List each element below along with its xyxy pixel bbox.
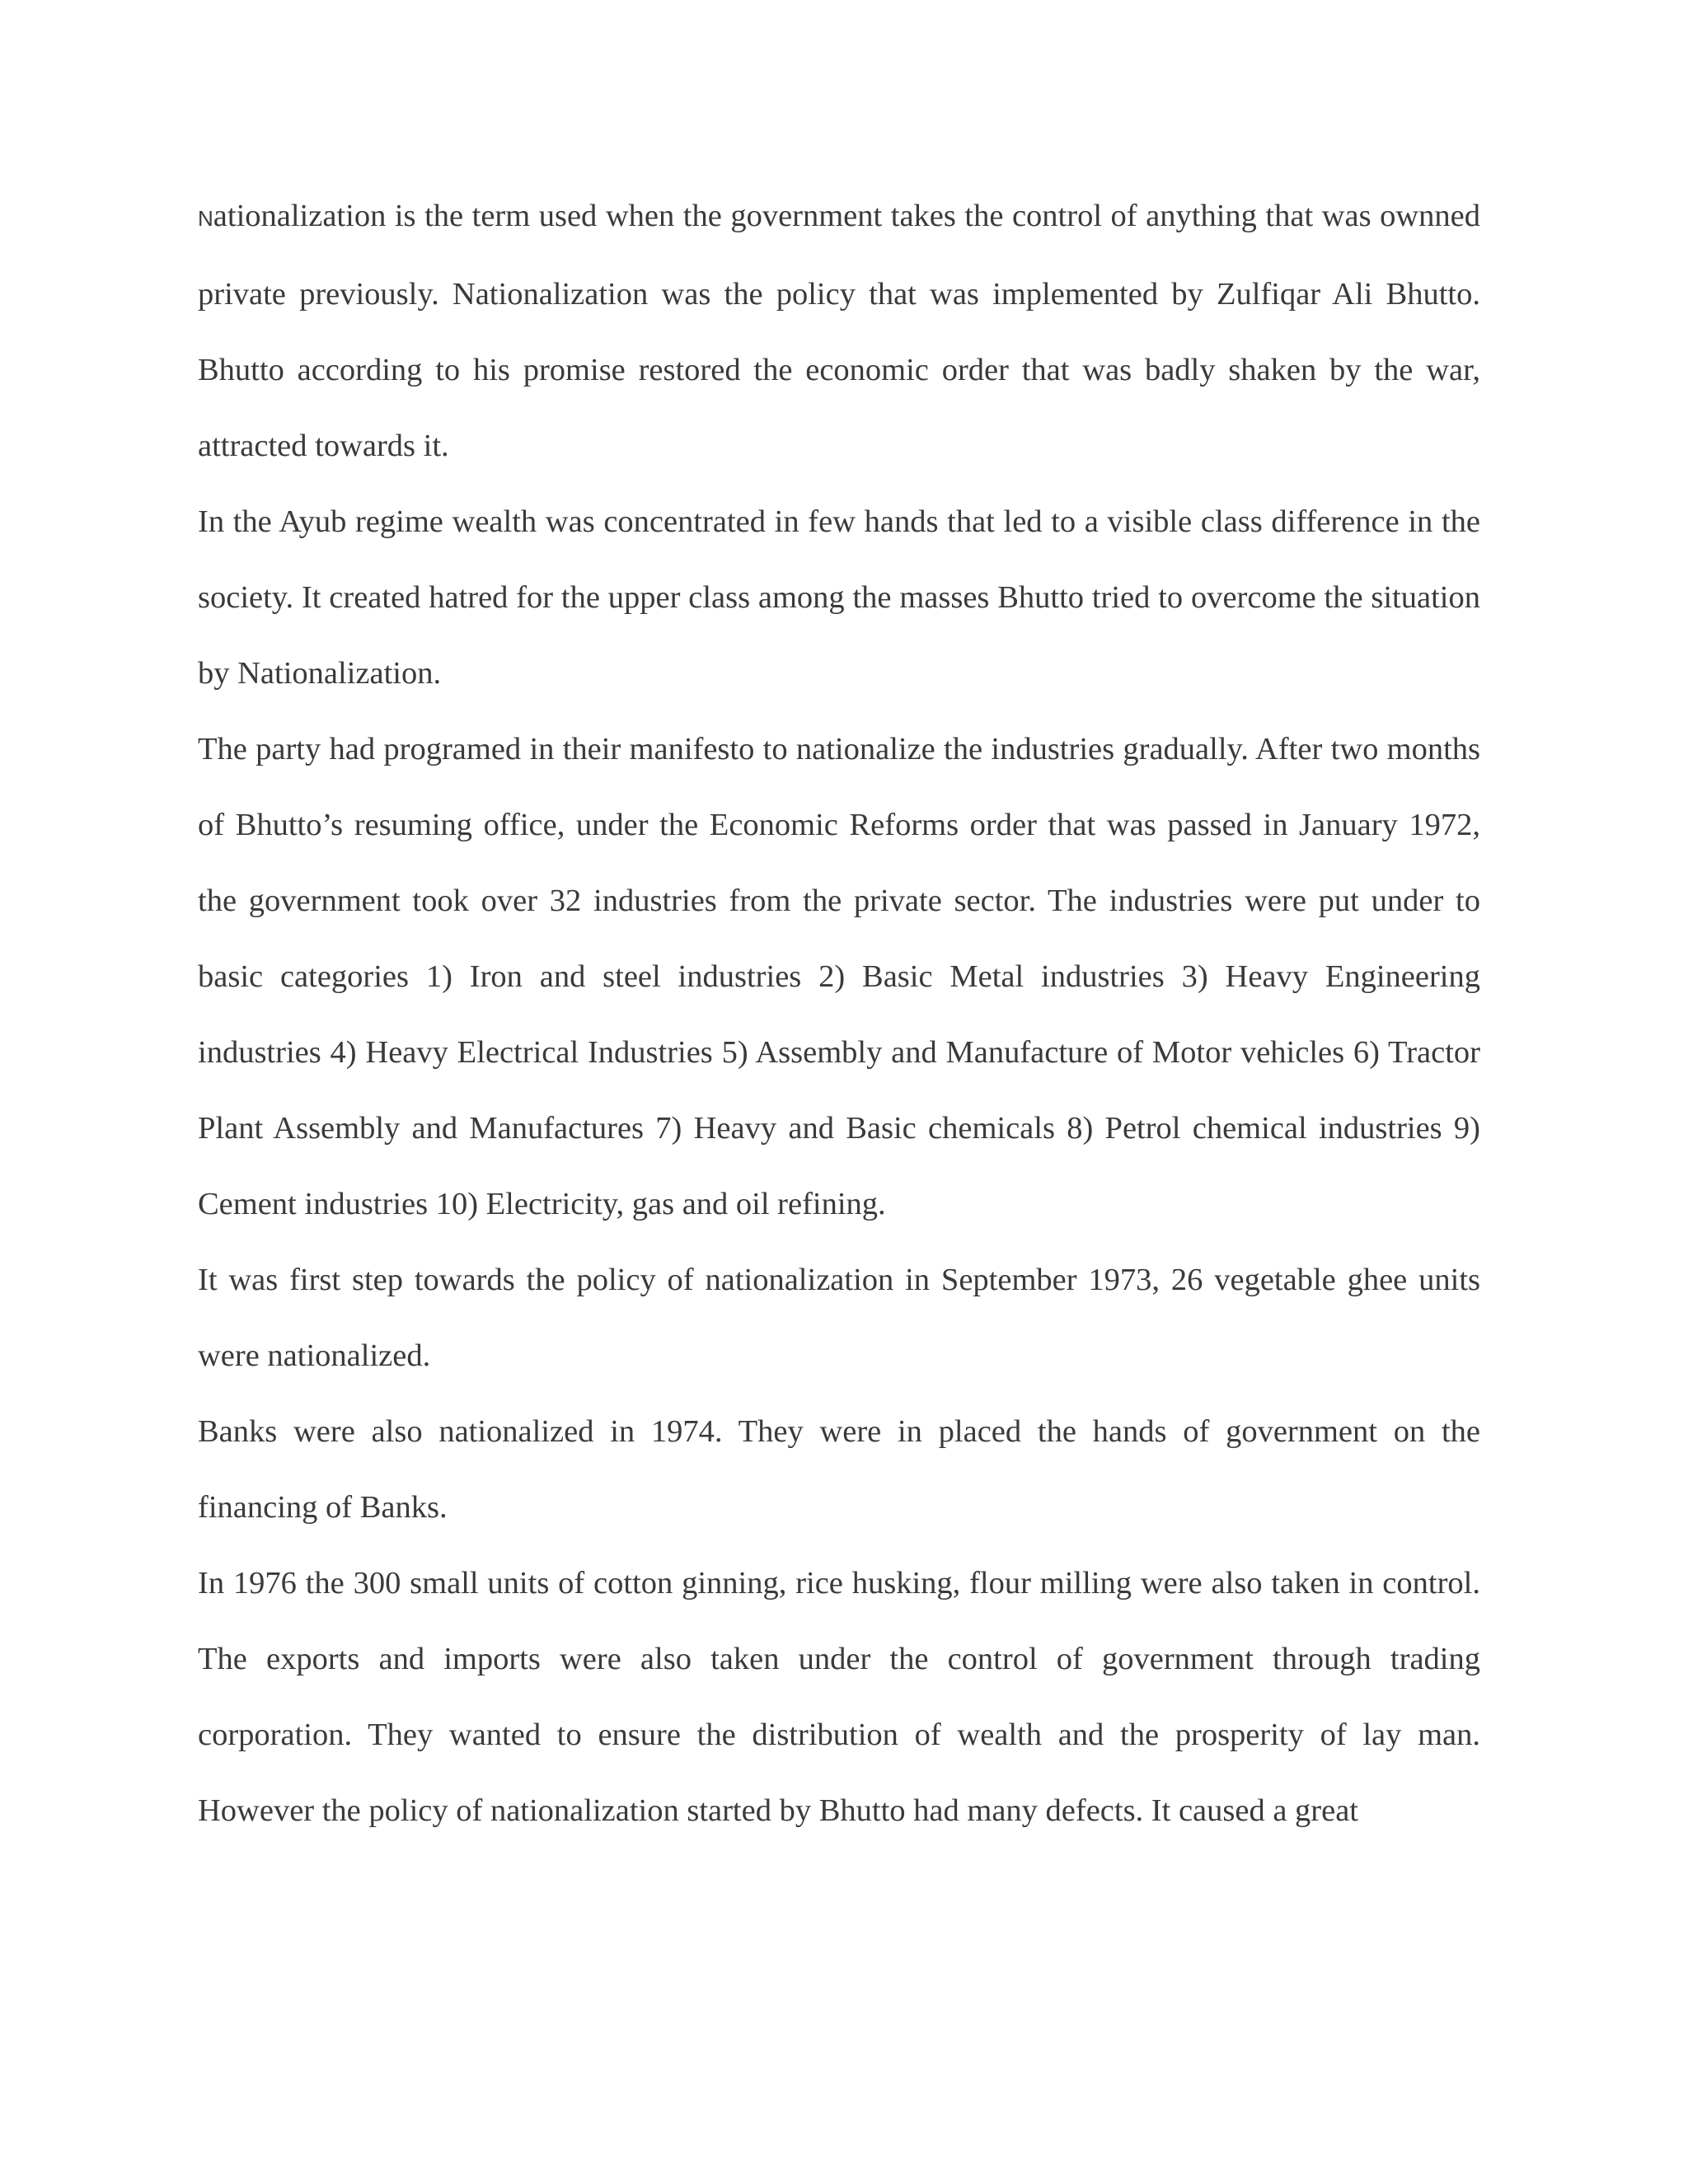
paragraph-4: It was first step towards the policy of nationalization in September 1973, 26 vegetable ghee units were nationalized.: [198, 1263, 1480, 1373]
first-letter: N: [198, 206, 213, 231]
paragraph-2: In the Ayub regime wealth was concentrated in few hands that led to a visible class difference in the society. It created hatred for the upper class among the masses Bhutto tried to overcome the situation by Nationalization.: [198, 504, 1480, 691]
paragraph-6: In 1976 the 300 small units of cotton ginning, rice husking, flour milling were also taken in control. The exports and imports were also taken under the control of government through trading corporation. They wanted to ensure the distribution of wealth and the prosperity of lay man. However the policy of nationalization started by Bhutto had many defects. It caused a great: [198, 1566, 1480, 1828]
paragraph-5: Banks were also nationalized in 1974. They were in placed the hands of government on the financing of Banks.: [198, 1414, 1480, 1525]
paragraph-text: ationalization is the term used when the government takes the control of anything that was ownned private previously. Nationalization was the policy that was implemented by Zulfiqar Ali Bhutto. Bhutto according to his promise restored the economic order that was badly shaken by the war, attracted towards it.: [198, 199, 1480, 463]
document-body: [198, 178, 1480, 1849]
paragraph-3: The party had programed in their manifesto to nationalize the industries gradually. After two months of Bhutto’s resuming office, under the Economic Reforms order that was passed in January 1972, the government took over 32 industries from the private sector. The industries were put under to basic categories 1) Iron and steel industries 2) Basic Metal industries 3) Heavy Engineering industries 4) Heavy Electrical Industries 5) Assembly and Manufacture of Motor vehicles 6) Tractor Plant Assembly and Manufactures 7) Heavy and Basic chemicals 8) Petrol chemical industries 9) Cement industries 10) Electricity, gas and oil refining.: [198, 732, 1480, 1221]
paragraph-1: [198, 178, 1480, 484]
